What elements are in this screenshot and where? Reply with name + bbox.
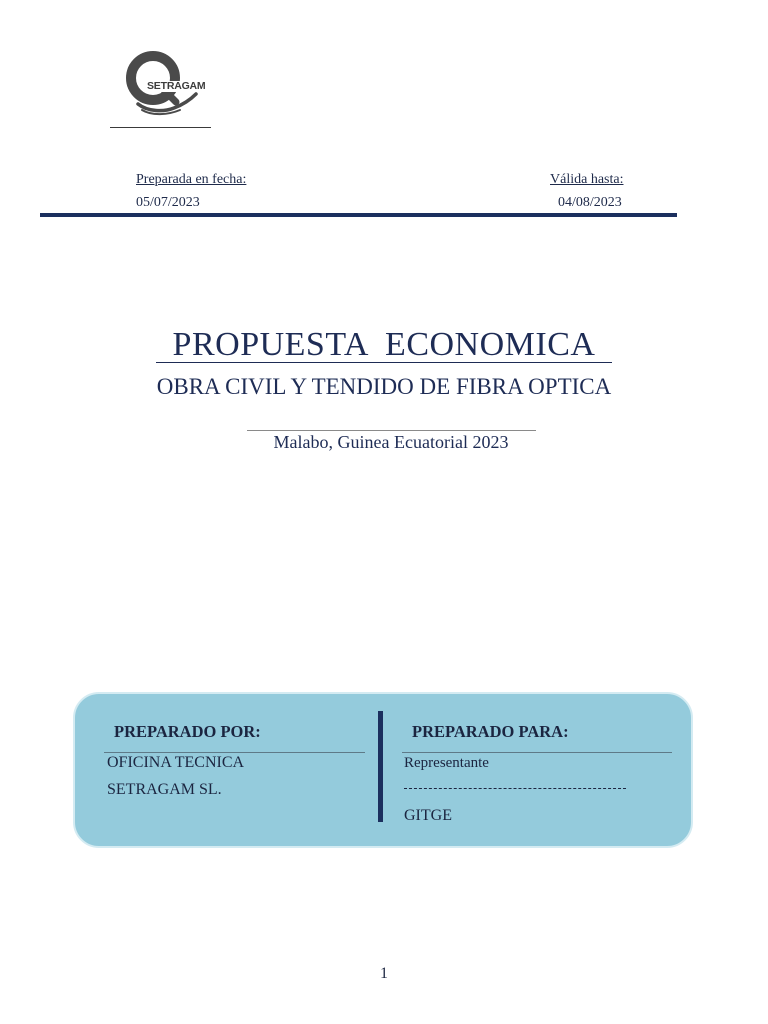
prepared-for-rule: [402, 752, 672, 753]
prepared-by-line1: OFICINA TECNICA: [107, 754, 245, 771]
prepared-date-label: Preparada en fecha:: [136, 172, 247, 187]
valid-until-label: Válida hasta:: [550, 172, 624, 187]
prepared-for-dashes: [404, 788, 626, 789]
page-number: 1: [380, 965, 388, 982]
title-underline: [156, 362, 612, 363]
company-logo: [120, 48, 204, 118]
prepared-by-line2: SETRAGAM SL.: [107, 781, 222, 798]
logo-underline: [110, 127, 211, 128]
document-subtitle: OBRA CIVIL Y TENDIDO DE FIBRA OPTICA: [156, 374, 612, 399]
prepared-for-line2: GITGE: [404, 807, 452, 824]
document-location: Malabo, Guinea Ecuatorial 2023: [273, 432, 509, 452]
header-divider: [40, 213, 677, 217]
prepared-info-divider: [378, 711, 383, 822]
prepared-date-value: 05/07/2023: [136, 195, 200, 210]
prepared-by-rule: [104, 752, 365, 753]
logo-wordmark: SETRAGAM: [147, 80, 206, 92]
prepared-for-line1: Representante: [404, 755, 489, 771]
location-rule: [247, 430, 536, 431]
document-title: PROPUESTA ECONOMICA: [172, 326, 596, 363]
valid-until-value: 04/08/2023: [558, 195, 622, 210]
prepared-for-heading: PREPARADO PARA:: [412, 722, 569, 741]
prepared-by-heading: PREPARADO POR:: [114, 722, 261, 741]
